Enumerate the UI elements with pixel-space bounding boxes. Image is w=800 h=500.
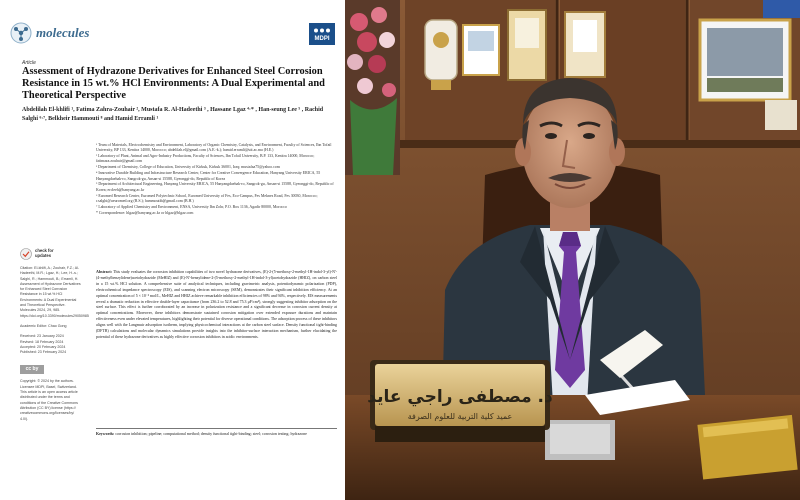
keywords-label: Keywords: <box>96 431 115 436</box>
molecules-logo-icon <box>10 22 32 44</box>
affiliations <box>96 143 336 217</box>
cc-by-badge: cc by <box>20 365 44 374</box>
keywords-text: corrosion inhibition; pipeline; computational method; density functional tight-binding; steel; corrosion testing; hydrazone <box>115 431 307 436</box>
author-list: Abdelilah El-khlifi ¹, Fatima Zahra-Zouhair ², Mustafa R. Al-Hadeethi ³ , Hassane Lgaz ⁴·* , Han-seung Lee ⁵ , Rachid Salghi ⁶·⁷, Belkheir Hammouti ⁸ and Hamid Erramli ¹ <box>22 107 324 122</box>
office-photo <box>345 0 800 500</box>
check-for-updates-badge[interactable] <box>20 248 82 260</box>
check-updates-icon <box>20 248 32 260</box>
affiliation-7: ⁷ Laboratory of Applied Chemistry and Environment, ENSA, University Ibn Zohr, P.O. Box 1136, Agadir 80000, Morocco <box>96 204 287 209</box>
paper-title: Assessment of Hydrazone Derivatives for Enhanced Steel Corrosion Resistance in 15 wt.% HCl Environments: A Dual Experimental and Theoretical Perspective <box>22 66 325 101</box>
office-photo-scene <box>345 0 800 500</box>
affiliation-3: ³ Department of Chemistry, College of Education, University of Kirkuk, Kirkuk 36001, Iraq; mustafaa75@yahoo.com <box>96 165 280 170</box>
journal-name: molecules <box>36 25 90 40</box>
academic-editor: Academic Editor: Chao Gong <box>20 323 67 328</box>
affiliation-6: ⁶ Euromed Research Center, Euromed Polytechnic School, Euromed University of Fes, Eco-Campus, Fes Meknes Road, Fes 30030, Morocco; r.salghi@ueuromed.org (R.S.); hammoutib@gmail.com (B.H.) <box>96 193 318 203</box>
date-accepted: Accepted: 20 February 2024 <box>20 344 66 349</box>
check-updates-line1: check for <box>35 248 54 254</box>
mdpi-logo-icon <box>313 26 331 35</box>
correspondence: * Correspondence: hlgaz@hanyang.ac.kr or hlgaz@hlgaz.com <box>96 210 194 215</box>
publisher-logo <box>309 23 335 45</box>
check-updates-line2: updates <box>35 253 52 258</box>
date-revised: Revised: 18 February 2024 <box>20 339 64 344</box>
affiliation-1: ¹ Team of Materials, Electrochemistry and Environment, Laboratory of Organic Chemistry, Catalysis, and Environment, Faculty of Sciences, Ibn Tofail University, BP 133, Kenitra 14000, Morocco; abdelilah.el@gmail.com (A.E.-k.); hamid.erramli@uit.ac.ma (H.E.) <box>96 143 332 153</box>
article-type: Article <box>22 60 36 66</box>
trophy-display <box>425 10 605 90</box>
keywords <box>96 431 337 437</box>
affiliation-2: ² Laboratory of Plant, Animal and Agro-Industry Productions, Faculty of Sciences, Ibn Tofail University, B.P. 133, Kenitra 14000, Morocco; fatimaza.zouhair@gmail.com <box>96 154 315 164</box>
citation: Citation: El-khlifi, A.; Zouhair, F.Z.; Al-Hadeethi, M.R.; Lgaz, H.; Lee, H.-s.; Salghi, R.; Hammouti, B.; Erramli, H. Assessment of Hydrazone Derivatives for Enhanced Steel Corrosion Resistance in 15 wt.% HCl Environments: A Dual Experimental and Theoretical Perspective. Molecules 2024, 29, 985. https://doi.org/10.3390/molecules29050985 <box>20 266 89 318</box>
abstract-label: Abstract: <box>96 269 112 274</box>
date-received: Received: 23 January 2024 <box>20 334 64 339</box>
paper-page <box>0 0 345 500</box>
paper-header <box>10 22 335 46</box>
abstract <box>96 269 337 340</box>
abstract-text: This study evaluates the corrosion inhibition capabilities of two novel hydrazone derivatives, (E)-2-(5-methoxy-2-methyl-1H-indol-3-yl)-N'-(4-methylbenzylidene)acetohydrazide (MeHIZ) and (E)-N'-benzylidene-2-(5-methoxy-2-methyl-1H-indol-3-yl)acetohydrazide (HHIZ), on carbon steel in a 15 wt.% HCl solution. A comprehensive suite of analytical techniques, including gravimetric analysis, potentiodynamic polarization (PDP), electrochemical impedance spectroscopy (EIS), and scanning electron microscopy (SEM), demonstrates their significant inhibition efficiency. At an optimal concentration of 5 × 10⁻³ mol/L, MeHIZ and HHIZ achieve remarkable inhibition efficiencies of 98% and 94%, respectively. EIS measurements reveal a dramatic reduction in effective double-layer capacitance (from 236.2 to 52.8 and 75.3 μF/cm²), strongly suggesting inhibitor adsorption on the steel surface. This effect is further corroborated by an increase in polarization resistance and a significant decrease in corrosion current density at optimal concentrations. Moreover, these inhibitors demonstrate sustained corrosion mitigation over extended exposure durations and maintain effectiveness even under elevated temperatures, highlighting their potential for diverse operational conditions. The adsorption process of these inhibitors aligns well with the Langmuir adsorption isotherm, implying physicochemical interactions at the carbon steel surface. Density functional tight-binding (DFTB) calculations and molecular dynamics simulations provide insights into the inhibitor-surface interaction mechanism, further elucidating the potential of these hydrazone derivatives as highly effective corrosion inhibitors in acidic environments. <box>96 269 337 339</box>
flower-vase <box>345 0 400 175</box>
license-row <box>20 365 82 374</box>
date-published: Published: 23 February 2024 <box>20 350 67 355</box>
publisher-name: MDPI <box>314 36 330 42</box>
article-sidebar <box>20 248 89 422</box>
affiliation-4: ⁴ Innovative Durable Building and Infrastructure Research Center, Center for Creative Convergence Education, Hanyang University ERICA, 55 Hanyangdaehak-ro, Sangrok-gu, Ansan-si 15588, Gyeonggi-do, Republic of Korea <box>96 171 321 181</box>
copyright-notice: Copyright: © 2024 by the authors. Licensee MDPI, Basel, Switzerland. This article is an open access article distributed under the terms and conditions of the Creative Commons Attribution (CC BY) license (https:// creativecommons.org/licenses/by/ 4.0/). <box>20 379 78 421</box>
affiliation-5: ⁵ Department of Architectural Engineering, Hanyang University ERICA, 55 Hanyangdaehak-ro, Sangrok-gu, Ansan-si 15588, Gyeonggi-do, Republic of Korea; ercleeh@hanyang.ac.kr <box>96 182 334 192</box>
nameplate-subtitle: عميد كلية التربية للعلوم الصرفة <box>407 412 513 421</box>
nameplate-text: د. مصطفى راجي عايد <box>367 387 553 407</box>
abstract-divider <box>96 428 337 429</box>
